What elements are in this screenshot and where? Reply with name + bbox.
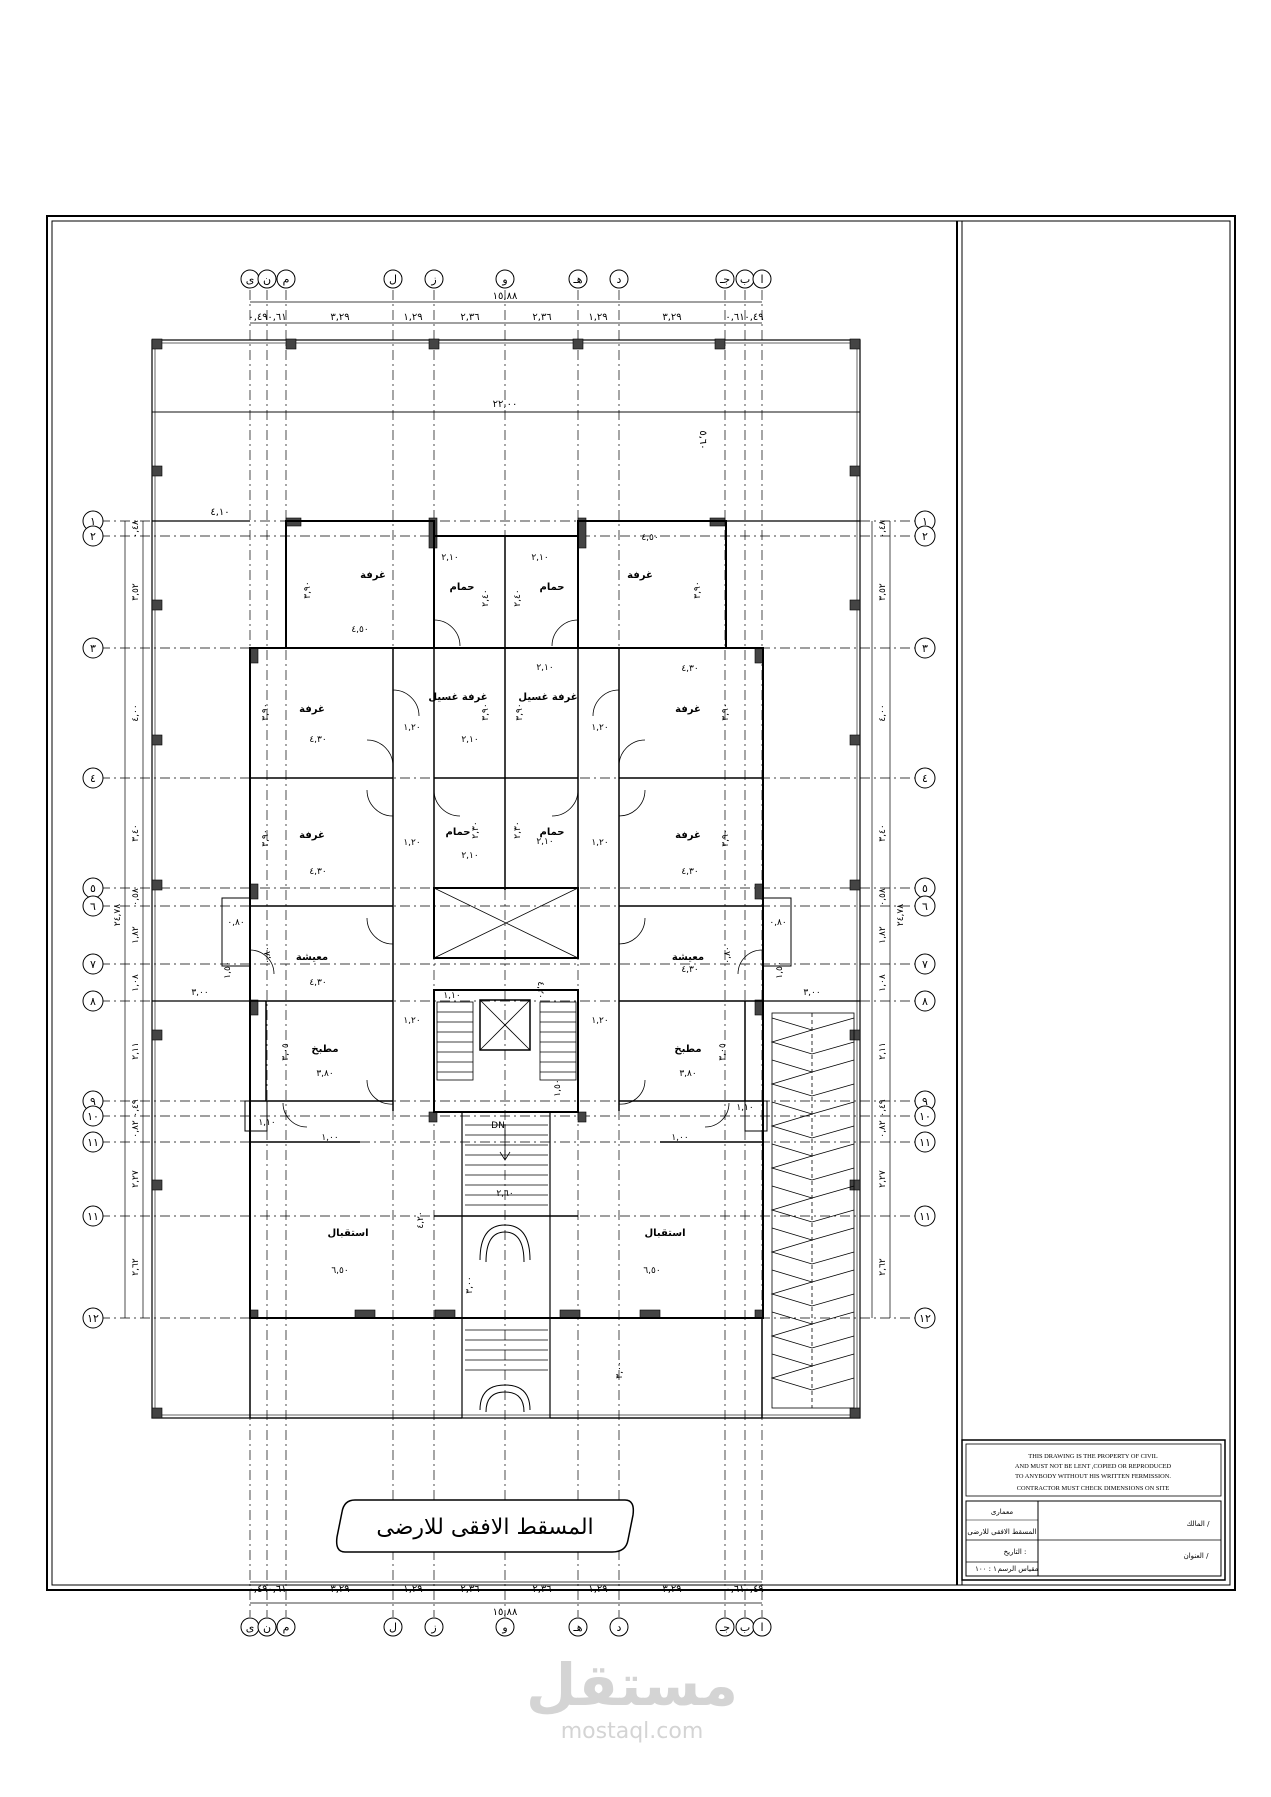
offset-left-dim: ٤,١٠	[210, 507, 230, 518]
row-label-right-12: ١١	[919, 1210, 931, 1223]
grid-label-bottom-11: ا	[760, 1621, 764, 1634]
dim-bottom-10: ٠,٤٩	[744, 1584, 764, 1595]
dim-entry-h: ٣,٠٠	[465, 1276, 475, 1294]
dim-stair-width: ٢,٦٠	[496, 1189, 514, 1199]
row-label-left-6: ٦	[90, 900, 96, 913]
sheet-inner-border	[52, 221, 1230, 1585]
row-label-left-1: ١	[90, 515, 96, 528]
grid-label-top-11: ا	[760, 273, 764, 286]
row-dim-right-1: ٠,٤٨	[878, 520, 888, 538]
row-dim-right-8: ٢,١١	[878, 1042, 888, 1060]
dim-laundry-right-h: ٣,٩٠	[515, 703, 525, 721]
grid-label-bottom-9: جـ	[719, 1621, 731, 1634]
row-dim-left-10: ٠,٨٢	[131, 1120, 141, 1138]
dim-living-right-h: ٠,٨٠	[723, 946, 733, 964]
dim-top-2: ٠,٦١	[267, 312, 287, 323]
row-bubbles	[83, 511, 935, 1328]
room-label-bedroom-top-right: غرفة	[627, 570, 653, 581]
grid-label-bottom-7: هـ	[573, 1621, 583, 1634]
dim-living-right-w: ٤,٣٠	[681, 965, 699, 975]
dim-door-left-2: ١,٢٠	[403, 838, 421, 848]
notice-line-1: THIS DRAWING IS THE PROPERTY OF CIVIL	[1028, 1453, 1158, 1460]
title-block-discipline: معمارى	[990, 1508, 1014, 1516]
ramp-zigzag	[772, 1013, 854, 1408]
dim-top-1: ٠,٤٩	[248, 312, 268, 323]
dim-bay-left-h: ١,٥٠	[223, 961, 233, 979]
row-dim-right-4: ٣,٤٠	[878, 824, 888, 842]
dim-room-top-left-h: ٣,٩٠	[303, 581, 313, 599]
watermark-brand: مستقل	[525, 1651, 739, 1719]
dim-top-3: ٣,٢٩	[330, 312, 350, 323]
dim-bottom-1: ٠,٤٩	[248, 1584, 268, 1595]
row-dim-right-2: ٣,٥٢	[878, 583, 888, 601]
top-dimension-lines	[152, 302, 860, 1603]
dim-laundry-right-w: ٢,١٠	[536, 663, 554, 673]
dim-top-8: ٣,٢٩	[662, 312, 682, 323]
setback-dim: ٥,٦٠	[697, 430, 708, 450]
row-dim-right-11: ٢,٢٧	[878, 1170, 888, 1188]
row-dim-right-6: ١,٨٢	[878, 926, 888, 944]
row-label-right-10: ١٠	[919, 1110, 931, 1123]
row-dim-left-3: ٤,٠٠	[131, 704, 141, 722]
stair-dn-label: DN	[491, 1121, 505, 1131]
dim-bay-right: ٠,٨٠	[769, 918, 787, 928]
plot-outline	[152, 340, 860, 1418]
row-label-right-4: ٤	[922, 772, 928, 785]
grid-label-top-7: هـ	[573, 273, 583, 286]
grid-label-top-2: ن	[262, 273, 272, 286]
row-label-left-10: ١٠	[87, 1110, 99, 1123]
total-width-top: ١٥,٨٨	[492, 291, 518, 302]
grid-label-top-1: ى	[245, 273, 255, 286]
grid-label-bottom-4: ل	[389, 1621, 397, 1634]
dim-bottom-4: ١,٢٩	[403, 1584, 423, 1595]
row-label-right-5: ٥	[922, 882, 928, 895]
dim-bath-top-right-h: ٢,٤٠	[513, 589, 523, 607]
total-width-bottom: ١٥,٨٨	[492, 1607, 518, 1618]
row-label-right-11: ١١	[919, 1136, 931, 1149]
dim-bay-left: ٠,٨٠	[227, 918, 245, 928]
room-label-kitchen-left: مطبخ	[311, 1044, 339, 1055]
dim-lobby: ٤,٢٠	[535, 981, 545, 999]
notice-line-3: TO ANYBODY WITHOUT HIS WRITTEN FERMISSION.	[1015, 1473, 1171, 1480]
row-dim-right-10: ٠,٨٢	[878, 1120, 888, 1138]
row-dim-left-1: ٠,٤٨	[131, 520, 141, 538]
sheet-outer-border	[47, 216, 1235, 1590]
dim-reception-left-w: ٦,٥٠	[331, 1266, 349, 1276]
row-dim-left-7: ١,٠٨	[131, 974, 141, 992]
dim-bottom-7: ١,٢٩	[588, 1584, 608, 1595]
row-label-left-2: ٢	[90, 530, 96, 543]
dim-room-top-right-h: ٣,٩٠	[693, 581, 703, 599]
grid-label-bottom-10: ب	[739, 1621, 751, 1634]
title-block-owner-label: المالك /	[1186, 1520, 1210, 1528]
grid-label-bottom-5: ز	[431, 1621, 437, 1634]
dim-laundry-left-w: ٢,١٠	[461, 735, 479, 745]
row-dim-left-2: ٣,٥٢	[131, 583, 141, 601]
row-label-left-12: ١١	[87, 1210, 99, 1223]
row-dim-right-9: ٠,٤٩	[878, 1099, 888, 1117]
dim-bottom-3: ٣,٢٩	[330, 1584, 350, 1595]
dim-bath-mid-left-w: ٢,١٠	[461, 851, 479, 861]
row-total-right: ٢٤,٧٨	[896, 903, 906, 927]
watermark-domain: mostaql.com	[560, 1719, 704, 1744]
dim-bottom-2: ٠,٦١	[267, 1584, 287, 1595]
row-label-left-8: ٨	[90, 995, 96, 1008]
grid-label-top-4: ل	[389, 273, 397, 286]
dim-top-9: ٠,٦١	[725, 312, 745, 323]
row-dim-left-6: ١,٨٢	[131, 926, 141, 944]
dim-top-7: ١,٢٩	[588, 312, 608, 323]
dim-door-right-3: ١,٢٠	[591, 1016, 609, 1026]
dim-bath-mid-right-w: ٢,١٠	[536, 837, 554, 847]
title-block-drawing-name: المسقط الافقى للارضى	[967, 1528, 1037, 1536]
dim-bath-top-left-h: ٢,٤٠	[481, 589, 491, 607]
dim-room-right-3-h: ٣,٩٠	[721, 829, 731, 847]
row-dim-right-3: ٤,٠٠	[878, 704, 888, 722]
grid-label-top-5: ز	[431, 273, 437, 286]
row-label-right-1: ١	[922, 515, 928, 528]
room-label-bedroom-right-2: غرفة	[675, 704, 701, 715]
grid-label-top-9: جـ	[719, 273, 731, 286]
dim-stair-small: ١,١٠	[443, 991, 461, 1001]
grid-label-bottom-6: و	[502, 1621, 508, 1634]
row-dim-left-12: ٢,٦٢	[131, 1258, 141, 1276]
row-label-left-13: ١٢	[87, 1312, 99, 1325]
row-dim-right-5: ٠,٥٨	[878, 888, 888, 906]
room-label-bath-mid-right: حمام	[539, 827, 565, 838]
room-label-bedroom-left-3: غرفة	[299, 830, 325, 841]
row-label-right-3: ٣	[922, 642, 928, 655]
row-label-left-7: ٧	[90, 958, 96, 971]
dim-reception-left-h: ٤,٢٠	[416, 1211, 426, 1229]
dim-top-6: ٢,٣٦	[532, 312, 552, 323]
row-dim-left-9: ٠,٤٩	[131, 1099, 141, 1117]
dim-kitchen-right-w: ٣,٨٠	[679, 1069, 697, 1079]
row-label-left-9: ٩	[90, 1095, 96, 1108]
dim-room-top-left-w: ٤,٥٠	[351, 625, 369, 635]
dim-living-left-h: ٠,٨٠	[263, 946, 273, 964]
grid-label-top-3: م	[282, 273, 290, 286]
room-label-bedroom-top-left: غرفة	[360, 570, 386, 581]
row-dim-left-11: ٢,٢٧	[131, 1170, 141, 1188]
dim-bottom-5: ٢,٣٦	[460, 1584, 480, 1595]
row-label-left-5: ٥	[90, 882, 96, 895]
room-label-living-left: معيشة	[295, 952, 329, 963]
dim-living-left-w: ٤,٣٠	[309, 978, 327, 988]
row-dim-right-7: ١,٠٨	[878, 974, 888, 992]
row-label-left-3: ٣	[90, 642, 96, 655]
title-block-date-label: التاريخ :	[1003, 1548, 1027, 1556]
dim-bottom-6: ٢,٣٦	[532, 1584, 552, 1595]
title-block-scale-label: مقياس الرسم	[997, 1565, 1039, 1573]
row-label-right-13: ١٢	[919, 1312, 931, 1325]
dim-room-top-right-w: ٤,٥٠	[641, 533, 659, 543]
room-label-bath-mid-left: حمام	[445, 827, 471, 838]
row-label-right-2: ٢	[922, 530, 928, 543]
dim-bottom-8: ٣,٢٩	[662, 1584, 682, 1595]
dim-room-right-2-h: ٣,٩٠	[721, 703, 731, 721]
dim-room-left-2-h: ٣,٩٠	[261, 703, 271, 721]
dim-bath-mid-right-h: ٢,٣٠	[513, 821, 523, 839]
dim-side-left: ٣,٠٠	[191, 988, 209, 998]
notice-line-4: CONTRACTOR MUST CHECK DIMENSIONS ON SITE	[1016, 1485, 1170, 1492]
dim-room-right-3-w: ٤,٣٠	[681, 867, 699, 877]
dim-room-right-2-w: ٤,٣٠	[681, 664, 699, 674]
grid-label-top-8: د	[616, 273, 622, 286]
dim-bay-right-h: ١,٥٠	[775, 961, 785, 979]
row-label-right-8: ٨	[922, 995, 928, 1008]
row-label-right-9: ٩	[922, 1095, 928, 1108]
dim-room-left-2-w: ٤,٣٠	[309, 735, 327, 745]
dim-door-right-1: ١,٢٠	[591, 723, 609, 733]
row-dim-left-8: ٢,١١	[131, 1042, 141, 1060]
row-label-right-6: ٦	[922, 900, 928, 913]
dim-door-left-1: ١,٢٠	[403, 723, 421, 733]
room-label-bath-top-right: حمام	[539, 582, 565, 593]
dim-kitchen-left-w: ٣,٨٠	[316, 1069, 334, 1079]
room-label-bedroom-right-3: غرفة	[675, 830, 701, 841]
room-label-bedroom-left-2: غرفة	[299, 704, 325, 715]
dim-top-5: ٢,٣٦	[460, 312, 480, 323]
dim-door-right-2: ١,٢٠	[591, 838, 609, 848]
dim-small-left-2: ١,٠٠	[321, 1133, 339, 1143]
room-label-reception-left: استقبال	[327, 1228, 369, 1239]
grid-label-bottom-8: د	[616, 1621, 622, 1634]
dim-small-right-1: ١,١٠	[736, 1103, 754, 1113]
plan-title: المسقط الافقى للارضى	[376, 1515, 594, 1540]
row-label-left-4: ٤	[90, 772, 96, 785]
bay-boxes	[222, 898, 791, 1131]
room-label-living-right: معيشة	[671, 952, 705, 963]
grid-label-bottom-3: م	[282, 1621, 290, 1634]
room-label-bath-top-left: حمام	[449, 582, 475, 593]
dim-reception-right-w: ٦,٥٠	[643, 1266, 661, 1276]
title-block-scale-value: ١ : ١٠٠	[975, 1565, 997, 1573]
dim-stair-landing: ١,٥٠	[553, 1079, 563, 1097]
grid-label-bottom-2: ن	[262, 1621, 272, 1634]
row-total-left: ٢٤,٧٨	[113, 903, 123, 927]
room-label-laundry-right: غرفة غسيل	[518, 692, 578, 703]
structural-columns	[152, 339, 860, 1418]
overall-width-dim: ٢٢,٠٠	[492, 399, 518, 410]
dim-side-right: ٣,٠٠	[803, 988, 821, 998]
row-dim-left-4: ٣,٤٠	[131, 824, 141, 842]
notice-line-2: AND MUST NOT BE LENT ,COPIED OR REPRODUCED	[1014, 1463, 1172, 1470]
row-dim-left-5: ٠,٥٨	[131, 888, 141, 906]
dim-kitchen-left-h: ٣,٠٥	[281, 1043, 291, 1061]
dim-bath-mid-left-h: ٢,٣٠	[471, 821, 481, 839]
dim-bath-top-right-w: ٢,١٠	[531, 553, 549, 563]
row-label-right-7: ٧	[922, 958, 928, 971]
room-label-laundry-left: غرفة غسيل	[428, 692, 488, 703]
grid-label-top-6: و	[502, 273, 508, 286]
room-label-kitchen-right: مطبخ	[674, 1044, 702, 1055]
dim-small-right-2: ١,٠٠	[671, 1133, 689, 1143]
stairs	[437, 1000, 576, 1370]
row-dim-right-12: ٢,٦٢	[878, 1258, 888, 1276]
dim-entry-width: ٣,٠٠	[615, 1361, 625, 1379]
dim-laundry-left-h: ٣,٩٠	[481, 703, 491, 721]
dim-small-left-1: ١,١٠	[258, 1118, 276, 1128]
title-block-address-label: العنوان /	[1183, 1552, 1209, 1560]
dim-bottom-9: ٠,٦١	[725, 1584, 745, 1595]
row-label-left-11: ١١	[87, 1136, 99, 1149]
dim-room-left-3-w: ٤,٣٠	[309, 867, 327, 877]
grid-label-top-10: ب	[739, 273, 751, 286]
dim-bath-top-left-w: ٢,١٠	[441, 553, 459, 563]
dim-top-4: ١,٢٩	[403, 312, 423, 323]
dim-kitchen-right-h: ٣,٠٥	[718, 1043, 728, 1061]
dim-room-left-3-h: ٣,٩٠	[261, 829, 271, 847]
dim-door-left-3: ١,٢٠	[403, 1016, 421, 1026]
room-label-reception-right: استقبال	[644, 1228, 686, 1239]
dim-top-10: ٠,٤٩	[744, 312, 764, 323]
grid-label-bottom-1: ى	[245, 1621, 255, 1634]
